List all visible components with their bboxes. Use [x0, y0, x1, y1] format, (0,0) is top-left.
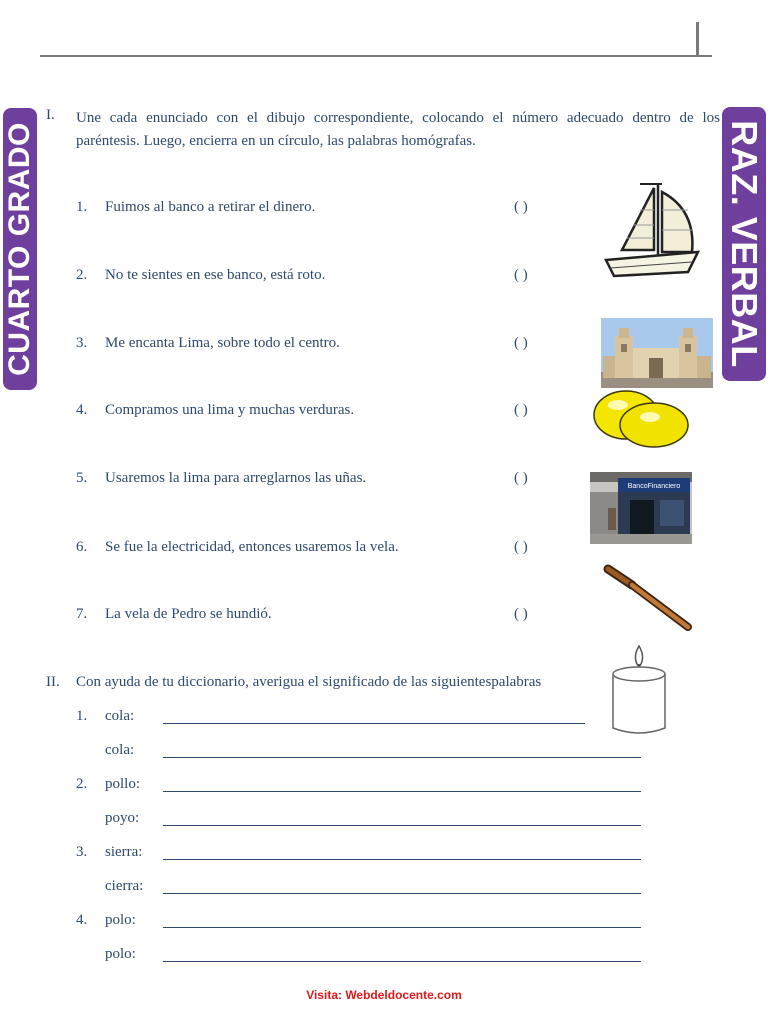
answer-parentheses[interactable]: ( ) — [514, 267, 528, 283]
subject-tab — [722, 107, 766, 381]
sentence-number: 1. — [76, 199, 88, 215]
definition-row — [76, 708, 646, 730]
sentence-text: La vela de Pedro se hundió. — [105, 606, 272, 622]
nail-file-picture — [598, 563, 694, 633]
answer-line[interactable] — [163, 791, 641, 792]
homograph-word: sierra: — [105, 844, 143, 860]
sentence-item — [76, 267, 556, 289]
grade-tab-label: CUARTO GRADO — [3, 122, 36, 376]
sentence-number: 3. — [76, 335, 88, 351]
sentence-item — [76, 402, 556, 424]
definition-row — [76, 810, 646, 832]
header-tick — [696, 22, 699, 56]
answer-parentheses[interactable]: ( ) — [514, 539, 528, 555]
definition-row — [76, 946, 646, 968]
sentence-text: Usaremos la lima para arreglarnos las uñas. — [105, 470, 367, 486]
bank-photo — [590, 472, 692, 544]
sentence-number: 6. — [76, 539, 88, 555]
sentence-text: Se fue la electricidad, entonces usaremos la vela. — [105, 539, 399, 555]
header-rule — [40, 55, 712, 57]
definition-row — [76, 844, 646, 866]
answer-parentheses[interactable]: ( ) — [514, 606, 528, 622]
sentence-text: No te sientes en ese banco, está roto. — [105, 267, 326, 283]
word-number: 2. — [76, 776, 88, 792]
section-1-instruction: Une cada enunciado con el dibujo correspondiente, colocando el número adecuado dentro de los paréntesis. Luego, encierra en un círculo, las palabras homógrafas. — [76, 110, 720, 149]
section-1-number: I. — [46, 107, 55, 123]
homograph-word: poyo: — [105, 810, 140, 826]
definition-row — [76, 912, 646, 934]
word-number: 1. — [76, 708, 88, 724]
homograph-word: cola: — [105, 742, 135, 758]
homograph-word: cola: — [105, 708, 135, 724]
footer-link[interactable]: Visita: Webdeldocente.com — [306, 988, 462, 1002]
answer-line[interactable] — [163, 723, 585, 724]
word-number: 3. — [76, 844, 88, 860]
answer-parentheses[interactable]: ( ) — [514, 402, 528, 418]
lemons-picture — [592, 387, 692, 449]
answer-parentheses[interactable]: ( ) — [514, 199, 528, 215]
sentence-number: 7. — [76, 606, 88, 622]
section-2-number: II. — [46, 674, 60, 690]
grade-tab — [3, 108, 37, 390]
sentence-text: Fuimos al banco a retirar el dinero. — [105, 199, 316, 215]
sentence-item — [76, 199, 556, 221]
answer-parentheses[interactable]: ( ) — [514, 335, 528, 351]
answer-line[interactable] — [163, 893, 641, 894]
sentence-number: 2. — [76, 267, 88, 283]
sentence-item — [76, 606, 556, 628]
answer-line[interactable] — [163, 757, 641, 758]
answer-line[interactable] — [163, 961, 641, 962]
section-2-instruction: Con ayuda de tu diccionario, averigua el significado de las siguientespalabras — [76, 674, 542, 690]
word-number: 4. — [76, 912, 88, 928]
answer-parentheses[interactable]: ( ) — [514, 470, 528, 486]
sentence-number: 5. — [76, 470, 88, 486]
answer-line[interactable] — [163, 859, 641, 860]
cathedral-photo — [601, 318, 713, 388]
answer-line[interactable] — [163, 927, 641, 928]
sentence-text: Compramos una lima y muchas verduras. — [105, 402, 355, 418]
homograph-word: pollo: — [105, 776, 141, 792]
definition-row — [76, 742, 646, 764]
sentence-item — [76, 335, 556, 357]
sentence-item — [76, 470, 556, 492]
sailboat-picture — [600, 180, 704, 280]
definition-row — [76, 776, 646, 798]
bank-sign: BancoFinanciero — [627, 483, 681, 490]
subject-tab-label: RAZ. VERBAL — [724, 120, 765, 368]
homograph-word: polo: — [105, 946, 136, 962]
sentence-item — [76, 539, 556, 561]
answer-line[interactable] — [163, 825, 641, 826]
definition-row — [76, 878, 646, 900]
sentence-text: Me encanta Lima, sobre todo el centro. — [105, 335, 340, 351]
homograph-word: polo: — [105, 912, 136, 928]
sentence-number: 4. — [76, 402, 88, 418]
homograph-word: cierra: — [105, 878, 144, 894]
